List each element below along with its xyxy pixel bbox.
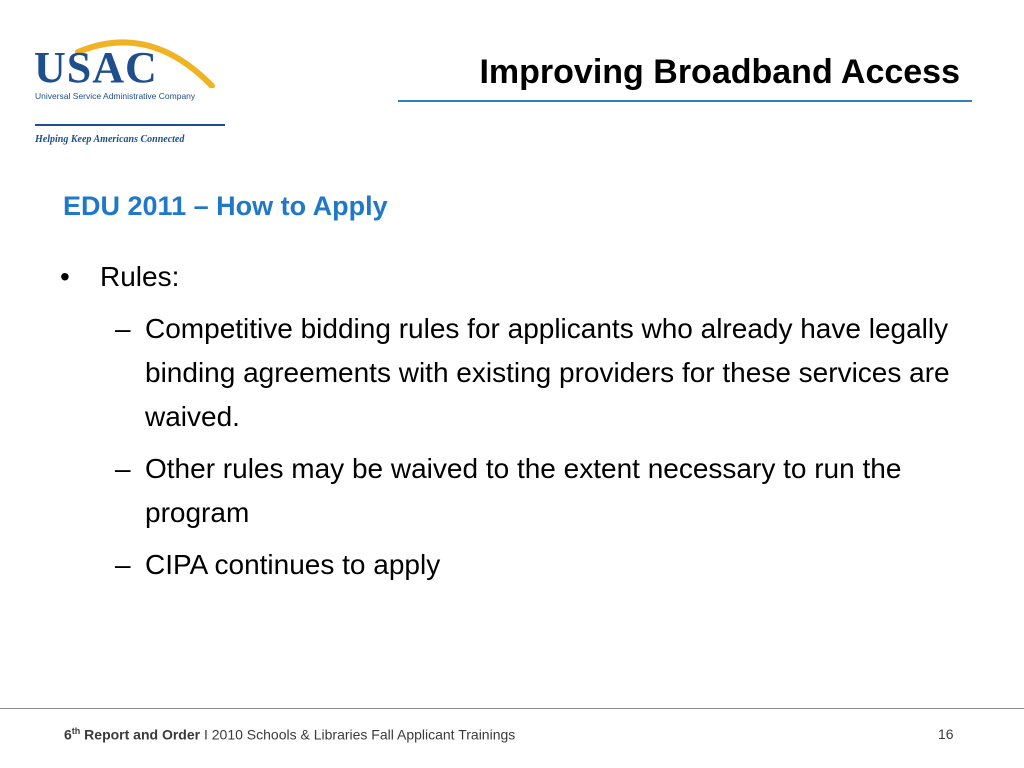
footer-caption — [64, 726, 515, 743]
usac-logo — [30, 28, 230, 145]
page-number: 16 — [938, 726, 954, 742]
sub-bullet-competitive-bidding — [115, 307, 955, 439]
slide-subtitle: EDU 2011 – How to Apply — [63, 191, 388, 221]
logo-wordmark: USAC — [34, 43, 158, 92]
slide-body — [58, 257, 958, 595]
bullet-dot-icon: • — [60, 261, 70, 292]
logo-tagline: Helping Keep Americans Connected — [35, 134, 185, 145]
logo-company-name: Universal Service Administrative Company — [35, 91, 196, 101]
slide-title: Improving Broadband Access — [479, 53, 960, 91]
sub-bullet-cipa — [115, 543, 955, 587]
footer-order-number: 6 — [64, 726, 72, 743]
footer-divider — [0, 708, 1024, 709]
title-underline — [398, 100, 972, 102]
sub-bullet-text: Competitive bidding rules for applicants who already have legally binding agreements with existing providers for these services are waived. — [145, 313, 950, 432]
footer-order-label: Report and Order — [80, 726, 201, 743]
dash-icon: – — [115, 313, 131, 344]
footer-order-suffix: th — [71, 726, 81, 736]
bullet-text: Rules: — [100, 261, 180, 292]
sub-bullet-list — [115, 307, 958, 587]
dash-icon: – — [115, 549, 131, 580]
sub-bullet-text: Other rules may be waived to the extent necessary to run the program — [145, 453, 902, 528]
sub-bullet-text: CIPA continues to apply — [145, 549, 441, 580]
logo-divider — [35, 124, 225, 126]
dash-icon: – — [115, 453, 131, 484]
bullet-rules — [58, 257, 958, 297]
footer-separator: I — [200, 726, 212, 743]
footer-event: 2010 Schools & Libraries Fall Applicant Trainings — [211, 726, 516, 743]
sub-bullet-other-rules — [115, 447, 955, 535]
